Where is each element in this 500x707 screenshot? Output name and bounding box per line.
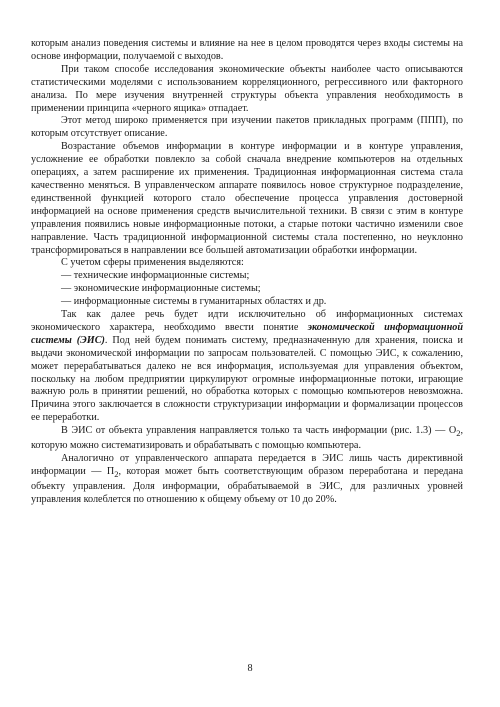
body-text xyxy=(31,38,463,507)
o2-subscript: 2 xyxy=(456,428,461,439)
paragraph-application-areas: С учетом сферы применения выделяются: xyxy=(61,257,244,269)
eis-term: экономической информационной системы (ЭИС) xyxy=(31,321,463,346)
p2-text-before: Аналогично от управленческого аппарата передается в ЭИС лишь часть директивной информации — П xyxy=(31,453,463,477)
paragraph-object-info xyxy=(31,425,463,453)
paragraph-black-box: При таком способе исследования экономические объекты наиболее часто описываются статистическими моделями с использованием корреляционного, регрессивного или факторного анализа. По мере изучения внутренней структуры объекта управления необходимость в применении принципа «черного ящика» отпадает. xyxy=(31,63,463,114)
eis-text-before: Так как далее речь будет идти исключительно об информационных системах экономического характера, необходимо ввести понятие xyxy=(31,309,463,333)
eis-text-after: . Под ней будем понимать систему, предназначенную для хранения, поиска и выдачи экономической информации по запросам пользователей. С помощью ЭИС, к сожалению, может перерабатываться далеко не вся информация, используемая для управления объектом, поскольку на любом предприятии циркулируют огромные информационные потоки, играющие важную роль в принятии решений, но обработка которых с помощью компьютеров невозможна. Причина этого заключается в сложности структуризации информации и формализации процессов ее переработки. xyxy=(31,334,464,424)
o2-text-before: В ЭИС от объекта управления направляется только та часть информации (рис. 1.3) — O xyxy=(61,425,457,437)
p2-subscript: 2 xyxy=(114,468,119,479)
list-item-technical: — технические информационные системы; xyxy=(61,270,250,282)
p2-text-after: , которая может быть соответствующим образом переработана и передана объекту управления. Доля информации, обрабатываемой в ЭИС, для различных уровней управления колеблется по отношению к общему объему от 10 до 20%. xyxy=(31,465,463,505)
o2-text-after: , которую можно систематизировать и обрабатывать с помощью компьютера. xyxy=(31,425,463,452)
paragraph-eis-definition xyxy=(31,309,463,425)
paragraph-continuation: которым анализ поведения системы и влияние на нее в целом проводятся через входы системы на основе информации, получаемой с выходов. xyxy=(31,38,463,62)
page-number: 8 xyxy=(247,663,253,674)
list-item-humanities: — информационные системы в гуманитарных областях и др. xyxy=(61,296,327,308)
paragraph-directive-info xyxy=(31,453,463,507)
paragraph-information-growth: Возрастание объемов информации в контуре информации и в контуре управления, усложнение ее обработки повлекло за собой сначала внедрение компьютеров на отдельных операциях, а затем расширение их применения. Традиционная информационная система стала качественно меняться. В управленческом аппарате появилось новое структурное подразделение, единственной функцией которого стало обеспечение процесса управления достоверной информацией на основе применения средств вычислительной техники. В связи с этим в контуре управления появились новые информационные потоки, а старые потоки частично изменили свое направление. Часть традиционной информационной системы стала постепенно, но неуклонно трансформироваться в направлении все большей автоматизации обработки информации. xyxy=(31,141,463,256)
list-item-economic: — экономические информационные системы; xyxy=(61,283,261,295)
paragraph-ppp: Этот метод широко применяется при изучении пакетов прикладных программ (ППП), по которым отсутствует описание. xyxy=(31,115,463,140)
